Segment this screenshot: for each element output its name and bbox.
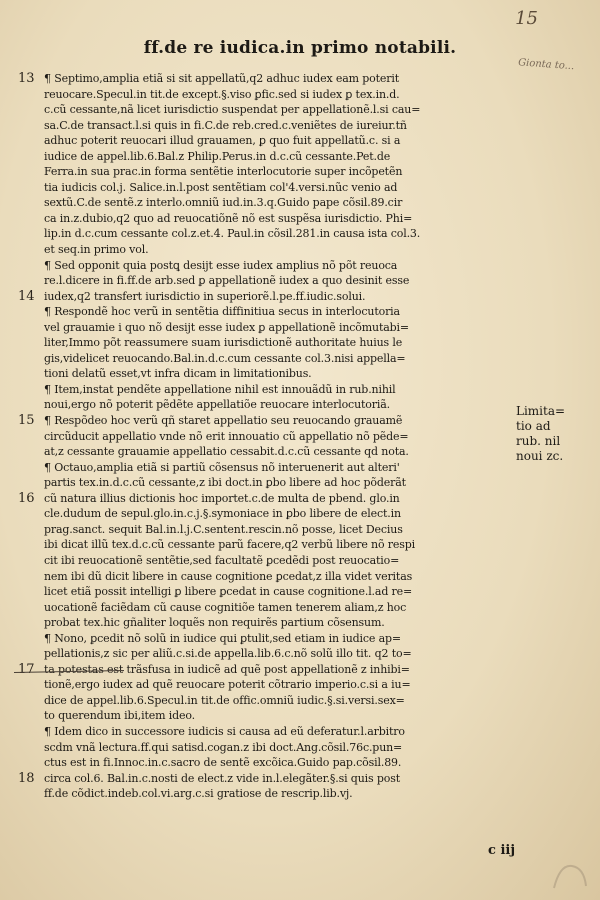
- text-line: ¶ Nono, ꝑcedit nõ solũ in iudice qui ꝑtulit,sed etiam in iudice ap=: [44, 631, 401, 645]
- text-line: sextũ.C.de sentẽ.z interlo.omniũ iud.in.3.q.Guido pape cõsil.89.cir: [44, 196, 403, 210]
- body-text: [44, 71, 514, 802]
- text-line: ¶ Respõdeo hoc verũ qñ staret appellatio seu reuocando grauamẽ: [44, 414, 403, 428]
- faded-stamp-icon: [550, 858, 590, 892]
- text-line: probat tex.hic gñaliter loquẽs non requirẽs partium cõsensum.: [44, 616, 385, 630]
- text-line: iudice de appel.lib.6.Bal.z Philip.Perus.in d.c.cũ cessante.Pet.de: [44, 149, 391, 163]
- text-line: ¶ Respondẽ hoc verũ in sentẽtia diffinitiua secus in interlocutoria: [44, 305, 400, 319]
- side-gloss-line: noui zc.: [516, 449, 564, 463]
- running-head: ff.de re iudica.in primo notabili.: [143, 38, 457, 58]
- text-line: cũ natura illius dictionis hoc importet.c.de multa de pbend. glo.in: [44, 491, 400, 505]
- text-line: re.l.dicere in fi.ff.de arb.sed ꝑ appellationẽ iudex a quo desinit esse: [44, 274, 410, 288]
- margin-paragraph-number: 15: [18, 413, 35, 429]
- text-line: circa col.6. Bal.in.c.nosti de elect.z vide in.l.elegãter.§.si quis post: [44, 771, 400, 785]
- side-gloss-line: Limita=: [516, 404, 566, 418]
- margin-paragraph-number: 13: [18, 71, 35, 86]
- side-gloss: [516, 404, 594, 464]
- text-line: Ferra.in sua prac.in forma sentẽtie interlocutorie super incõpetẽn: [44, 165, 403, 179]
- text-line: ¶ Idem dico in successore iudicis si causa ad eũ deferatur.l.arbitro: [44, 724, 405, 738]
- text-line: noui,ergo nõ poterit pẽdẽte appellatiõe reuocare interlocutoriã.: [44, 398, 390, 412]
- text-line: to querendum ibi,item ideo.: [44, 709, 195, 723]
- text-line: c.cũ cessante,nã licet iurisdictio suspendat per appellationẽ.l.si cau=: [44, 103, 421, 117]
- text-line: pellationis,z sic per aliũ.c.si.de appella.lib.6.c.nõ solũ illo tit. q2 to=: [44, 647, 412, 661]
- text-line: ff.de cõdict.indeb.col.vi.arg.c.si gratiose de rescrip.lib.vj.: [44, 787, 353, 801]
- text-line: prag.sanct. sequit Bal.in.l.j.C.sentent.rescin.nõ posse, licet Decius: [44, 522, 403, 536]
- text-line: ¶ Octauo,amplia etiã si partiũ cõsensus nõ interuenerit aut alteri': [44, 460, 400, 474]
- text-line: ¶ Septimo,amplia etiã si sit appellatũ,q2 adhuc iudex eam poterit: [44, 72, 400, 85]
- text-line: circũducit appellatio vnde nõ erit innouatio cũ appellatio nõ pẽde=: [44, 429, 409, 443]
- text-line: ta potestas est trãsfusa in iudicẽ ad quẽ post appellationẽ z inhibi=: [44, 662, 410, 676]
- signature-mark: c iij: [488, 843, 516, 858]
- text-line: tioni delatũ esset,vt infra dicam in limitationibus.: [44, 367, 312, 381]
- text-line: et seq.in primo vol.: [44, 243, 149, 257]
- text-line: vel grauamie i quo nõ desijt esse iudex ꝑ appellationẽ incõmutabi=: [44, 320, 409, 334]
- text-line: cle.dudum de sepul.glo.in.c.j.§.symoniace in ꝑbo libere de elect.in: [44, 507, 401, 521]
- side-gloss-line: rub. nil: [516, 434, 561, 448]
- handwritten-margin-note: Gionta to...: [517, 57, 575, 73]
- text-line: cit ibi reuocationẽ sentẽtie,sed facultatẽ ꝑcedẽdi post reuocatio=: [44, 553, 400, 567]
- margin-paragraph-number: 18: [18, 770, 35, 786]
- text-line: licet etiã possit intelligi ꝑ libere ꝑcedat in cause cognitione.l.ad re=: [44, 585, 413, 599]
- text-line: iudex,q2 transfert iurisdictio in superiorẽ.l.pe.ff.iudic.solui.: [44, 289, 366, 303]
- text-line: uocationẽ faciẽdam cũ cause cognitiõe tamen tenerem aliam,z hoc: [44, 600, 407, 614]
- text-line: ctus est in fi.Innoc.in.c.sacro de sentẽ excõica.Guido pap.cõsil.89.: [44, 756, 402, 770]
- text-line: ibi dicat illũ tex.d.c.cũ cessante parũ facere,q2 verbũ libere nõ respi: [44, 538, 416, 552]
- text-line: scdm vnã lectura.ff.qui satisd.cogan.z ibi doct.Ang.cõsil.76c.pun=: [44, 740, 403, 754]
- text-line: ca in.z.dubio,q2 quo ad reuocatiõnẽ nõ est suspẽsa iurisdictio. Phi=: [44, 211, 413, 225]
- text-line: sa.C.de transact.l.si quis in fi.C.de reb.cred.c.veniẽtes de iureiur.tñ: [44, 118, 407, 132]
- text-line: partis tex.in.d.c.cũ cessante,z ibi doct.in ꝑbo libere ad hoc põderãt: [44, 476, 406, 490]
- text-line: gis,videlicet reuocando.Bal.in.d.c.cum cessante col.3.nisi appella=: [44, 351, 406, 365]
- text-line: nem ibi dũ dicit libere in cause cognitione ꝑcedat,z illa videt veritas: [44, 569, 413, 583]
- folio-number: 15: [515, 8, 538, 29]
- margin-paragraph-number: 14: [18, 288, 35, 304]
- margin-paragraph-number: 16: [18, 490, 35, 506]
- text-line: ¶ Sed opponit quia postꝗ desijt esse iudex amplius nõ põt reuoca: [44, 258, 398, 272]
- text-line: dice de appel.lib.6.Specul.in tit.de offic.omniũ iudic.§.si.versi.sex=: [44, 693, 405, 707]
- text-line: lip.in d.c.cum cessante col.z.et.4. Paul.in cõsil.281.in causa ista col.3.: [44, 227, 421, 241]
- text-line: at,z cessante grauamie appellatio cessabit.d.c.cũ cessante qd nota.: [44, 445, 409, 459]
- text-line: adhuc poterit reuocari illud grauamen, ꝑ quo fuit appellatũ.c. si a: [44, 134, 401, 148]
- text-line: reuocare.Specul.in tit.de except.§.viso ꝑfic.sed si iudex ꝑ tex.in.d.: [44, 87, 400, 101]
- margin-paragraph-number: 17: [18, 661, 35, 677]
- text-line: tia iudicis col.j. Salice.in.l.post sentẽtiam col'4.versi.nũc venio ad: [44, 180, 398, 194]
- side-gloss-line: tio ad: [516, 419, 551, 433]
- text-line: liter,Immo põt reassumere suam iurisdictionẽ authoritate huius le: [44, 336, 403, 350]
- text-line: ¶ Item,instat pendẽte appellatione nihil est innouãdũ in rub.nihil: [44, 382, 396, 396]
- text-line: tionẽ,ergo iudex ad quẽ reuocare poterit cõtrario imperio.c.si a iu=: [44, 678, 411, 692]
